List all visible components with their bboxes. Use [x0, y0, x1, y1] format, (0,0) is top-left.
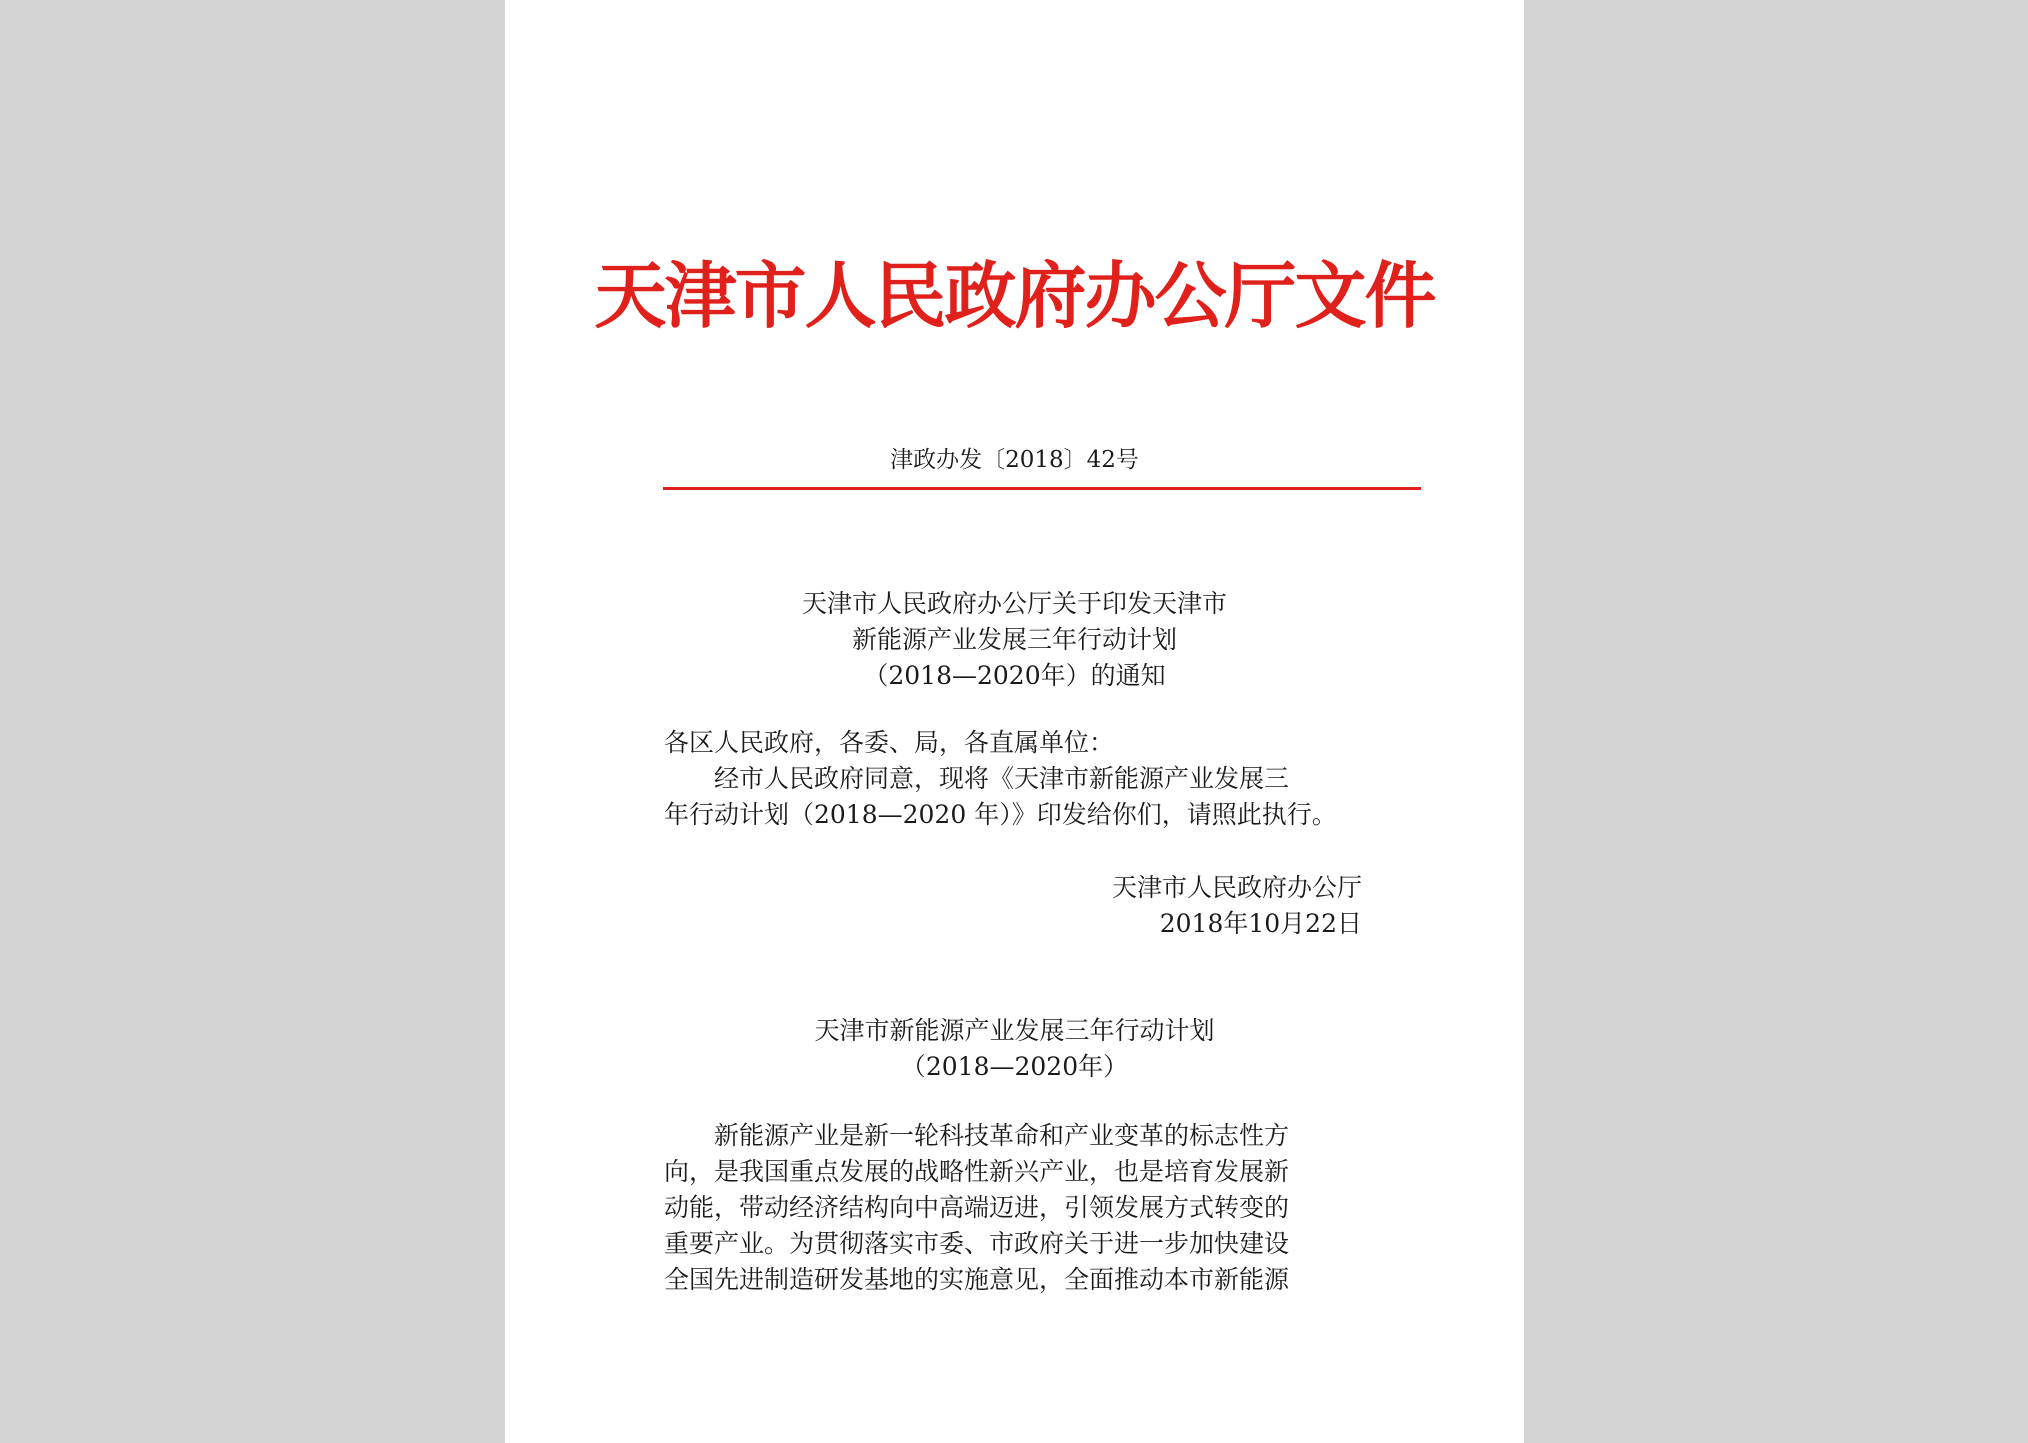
- notice-body: [664, 725, 1384, 833]
- addressee: 各区人民政府，各委、局，各直属单位：: [664, 728, 1115, 757]
- paragraph-line: 动能，带动经济结构向中高端迈进，引领发展方式转变的: [664, 1193, 1290, 1222]
- issuer-name: 天津市人民政府办公厅: [1111, 873, 1362, 902]
- notice-title-line: 新能源产业发展三年行动计划: [851, 625, 1177, 654]
- paragraph-line: 新能源产业是新一轮科技革命和产业变革的标志性方: [714, 1121, 1290, 1150]
- document-page: [505, 0, 1524, 1443]
- paragraph-line: 重要产业。为贯彻落实市委、市政府关于进一步加快建设: [664, 1229, 1290, 1258]
- plan-title: [505, 1013, 1524, 1085]
- notice-title: [505, 586, 1524, 694]
- paragraph-line: 全国先进制造研发基地的实施意见，全面推动本市新能源: [664, 1265, 1290, 1294]
- paragraph-line: 向，是我国重点发展的战略性新兴产业，也是培育发展新: [664, 1157, 1290, 1186]
- plan-title-line: （2018—2020年）: [900, 1052, 1129, 1081]
- notice-title-line: （2018—2020年）的通知: [863, 661, 1166, 690]
- document-header-title: 天津市人民政府办公厅文件: [594, 253, 1435, 338]
- body-line: 经市人民政府同意，现将《天津市新能源产业发展三: [714, 764, 1290, 793]
- signature-block: [505, 870, 1362, 942]
- plan-paragraph: [664, 1118, 1364, 1298]
- issue-date: 2018年10月22日: [1159, 909, 1362, 938]
- plan-title-line: 天津市新能源产业发展三年行动计划: [814, 1016, 1215, 1045]
- red-divider-line: [663, 487, 1421, 490]
- body-line: 年行动计划（2018—2020 年）》印发给你们，请照此执行。: [664, 800, 1337, 829]
- document-number: 津政办发〔2018〕42号: [890, 447, 1139, 473]
- notice-title-line: 天津市人民政府办公厅关于印发天津市: [801, 589, 1227, 618]
